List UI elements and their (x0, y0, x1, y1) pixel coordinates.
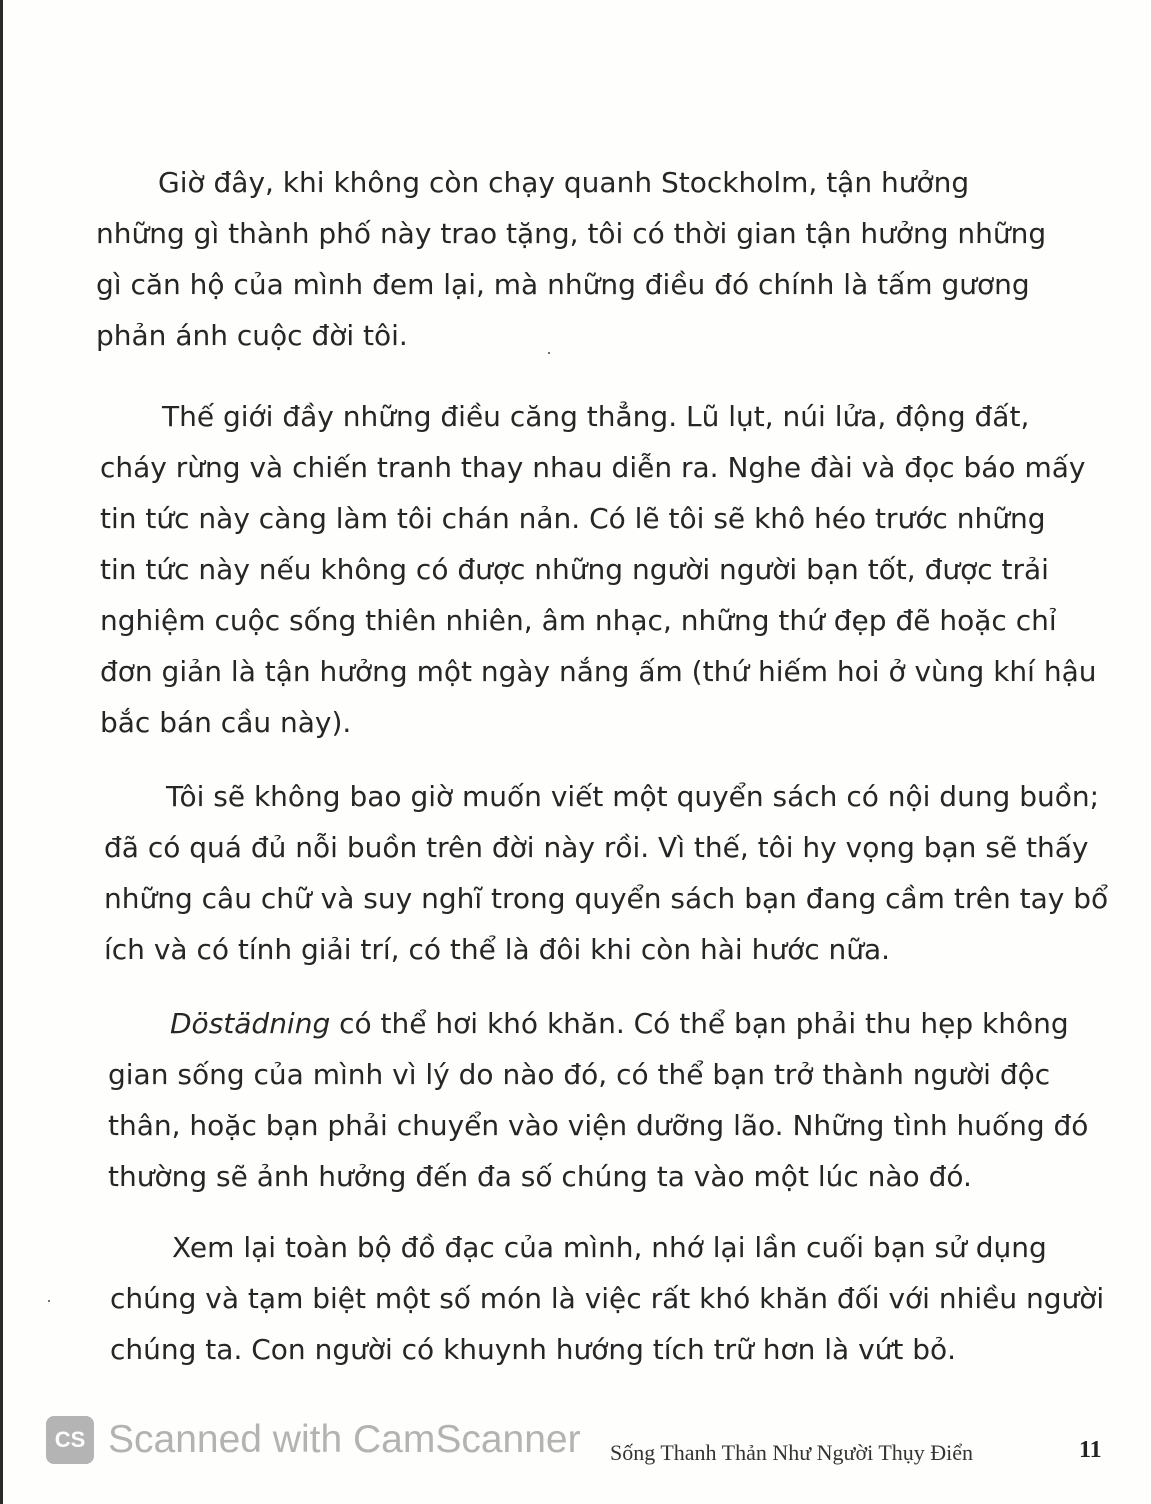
paragraph-line-rest: có thể hơi khó khăn. Có thể bạn phải thu hẹp không (330, 1007, 1069, 1040)
page-left-edge (0, 0, 3, 1504)
paragraph-5 (110, 1222, 1104, 1375)
paragraph-line: bắc bán cầu này). (100, 706, 352, 739)
paragraph-line: Giờ đây, khi không còn chạy quanh Stockholm, tận hưởng (158, 166, 970, 199)
paragraph-line: gì căn hộ của mình đem lại, mà những điều đó chính là tấm gương (96, 268, 1030, 301)
paragraph-line: thân, hoặc bạn phải chuyển vào viện dưỡng lão. Những tình huống đó (108, 1109, 1089, 1142)
paragraph-1 (96, 157, 1046, 361)
paragraph-line: Tôi sẽ không bao giờ muốn viết một quyển sách có nội dung buồn; (166, 780, 1100, 813)
camscanner-watermark (46, 1416, 581, 1464)
paragraph-line: chúng ta. Con người có khuynh hướng tích trữ hơn là vứt bỏ. (110, 1333, 957, 1366)
paragraph-line: phản ánh cuộc đời tôi. (96, 319, 408, 352)
paragraph-line: nghiệm cuộc sống thiên nhiên, âm nhạc, những thứ đẹp đẽ hoặc chỉ (100, 604, 1057, 637)
paragraph-line: tin tức này nếu không có được những người người bạn tốt, được trải (100, 553, 1049, 586)
paragraph-line: chúng và tạm biệt một số món là việc rất khó khăn đối với nhiều người (110, 1282, 1105, 1315)
scan-speck (548, 352, 550, 354)
running-footer-title: Sống Thanh Thản Như Người Thụy Điển (610, 1440, 974, 1465)
italic-term: Döstädning (170, 1007, 331, 1040)
paragraph-first-line (108, 998, 1088, 1049)
paragraph-2 (100, 391, 1097, 748)
paragraph-line: ích và có tính giải trí, có thể là đôi khi còn hài hước nữa. (104, 933, 891, 966)
page-number: 11 (1079, 1437, 1102, 1463)
paragraph-line: đã có quá đủ nỗi buồn trên đời này rồi. Vì thế, tôi hy vọng bạn sẽ thấy (104, 831, 1089, 864)
watermark-text: Scanned with CamScanner (108, 1418, 581, 1461)
paragraph-3 (104, 771, 1108, 975)
paragraph-line: những gì thành phố này trao tặng, tôi có thời gian tận hưởng những (96, 217, 1047, 250)
paragraph-4 (108, 998, 1088, 1202)
paragraph-line: Thế giới đầy những điều căng thẳng. Lũ lụt, núi lửa, động đất, (162, 400, 1030, 433)
paragraph-line: gian sống của mình vì lý do nào đó, có thể bạn trở thành người độc (108, 1058, 1051, 1091)
paragraph-line: thường sẽ ảnh hưởng đến đa số chúng ta vào một lúc nào đó. (108, 1160, 972, 1193)
paragraph-line: đơn giản là tận hưởng một ngày nắng ấm (thứ hiếm hoi ở vùng khí hậu (100, 655, 1097, 688)
paragraph-line: tin tức này càng làm tôi chán nản. Có lẽ tôi sẽ khô héo trước những (100, 502, 1046, 535)
paragraph-line: cháy rừng và chiến tranh thay nhau diễn ra. Nghe đài và đọc báo mấy (100, 451, 1086, 484)
scan-speck (48, 1300, 50, 1302)
camscanner-logo-icon: CS (46, 1416, 94, 1464)
paragraph-line: những câu chữ và suy nghĩ trong quyển sách bạn đang cầm trên tay bổ (104, 882, 1109, 915)
paragraph-line: Xem lại toàn bộ đồ đạc của mình, nhớ lại lần cuối bạn sử dụng (172, 1231, 1047, 1264)
